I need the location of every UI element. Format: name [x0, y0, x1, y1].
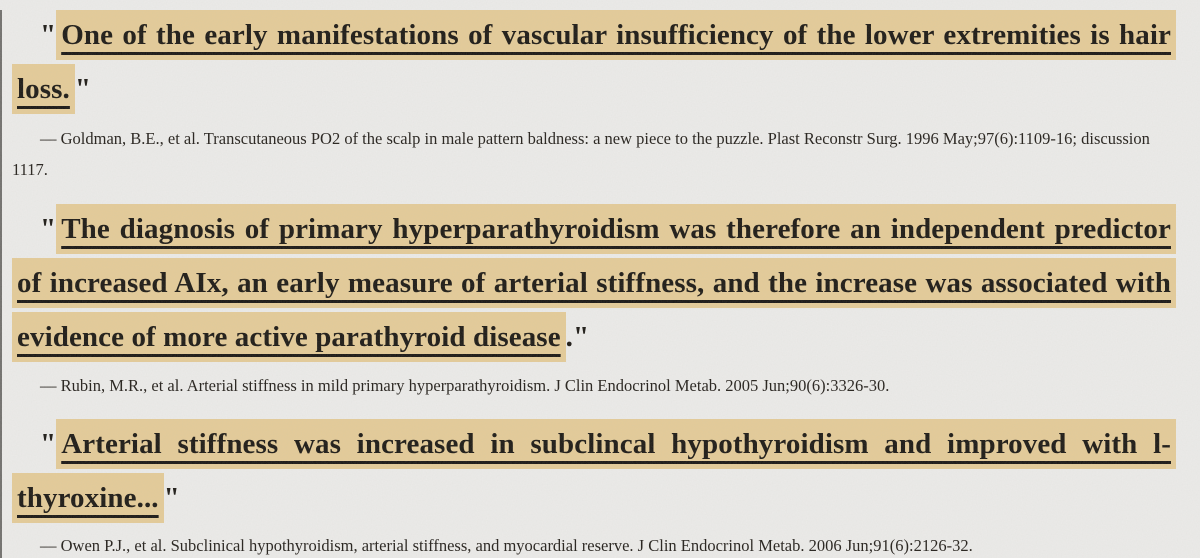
- quote-2-open-mark: ": [40, 213, 57, 245]
- quote-1-highlighted-text: One of the early manifestations of vascular insufficiency of the lower extremities is hair loss.: [12, 10, 1176, 114]
- quote-block-2: [12, 202, 1176, 364]
- quote-3-highlighted-text: Arterial stiffness was increased in subclincal hypothyroidism and improved with l-thyroxine...: [12, 419, 1176, 523]
- citation-3: — Owen P.J., et al. Subclinical hypothyroidism, arterial stiffness, and myocardial reserve. J Clin Endocrinol Metab. 2006 Jun;91(6):2126-32.: [40, 536, 973, 555]
- quote-2-highlighted-text: The diagnosis of primary hyperparathyroidism was therefore an independent predictor of increased AIx, an early measure of arterial stiffness, and the increase was associated with evidence of more active parathyroid disease: [12, 204, 1176, 362]
- quote-block-3: [12, 417, 1176, 525]
- quote-1-open-mark: ": [40, 19, 57, 51]
- quote-1-close-mark: ": [74, 73, 92, 105]
- left-edge-line: [0, 10, 2, 558]
- quote-3-open-mark: ": [40, 428, 57, 460]
- citation-1: — Goldman, B.E., et al. Transcutaneous PO2 of the scalp in male pattern baldness: a new piece to the puzzle. Plast Reconstr Surg. 1996 May;97(6):1109-16; discussion 1117.: [12, 129, 1150, 179]
- quote-block-1: [12, 8, 1176, 116]
- citation-2: — Rubin, M.R., et al. Arterial stiffness in mild primary hyperparathyroidism. J Clin Endocrinol Metab. 2005 Jun;90(6):3326-30.: [40, 376, 890, 395]
- quote-3-close-mark: ": [163, 482, 180, 514]
- quote-2-close-mark: .": [565, 321, 590, 353]
